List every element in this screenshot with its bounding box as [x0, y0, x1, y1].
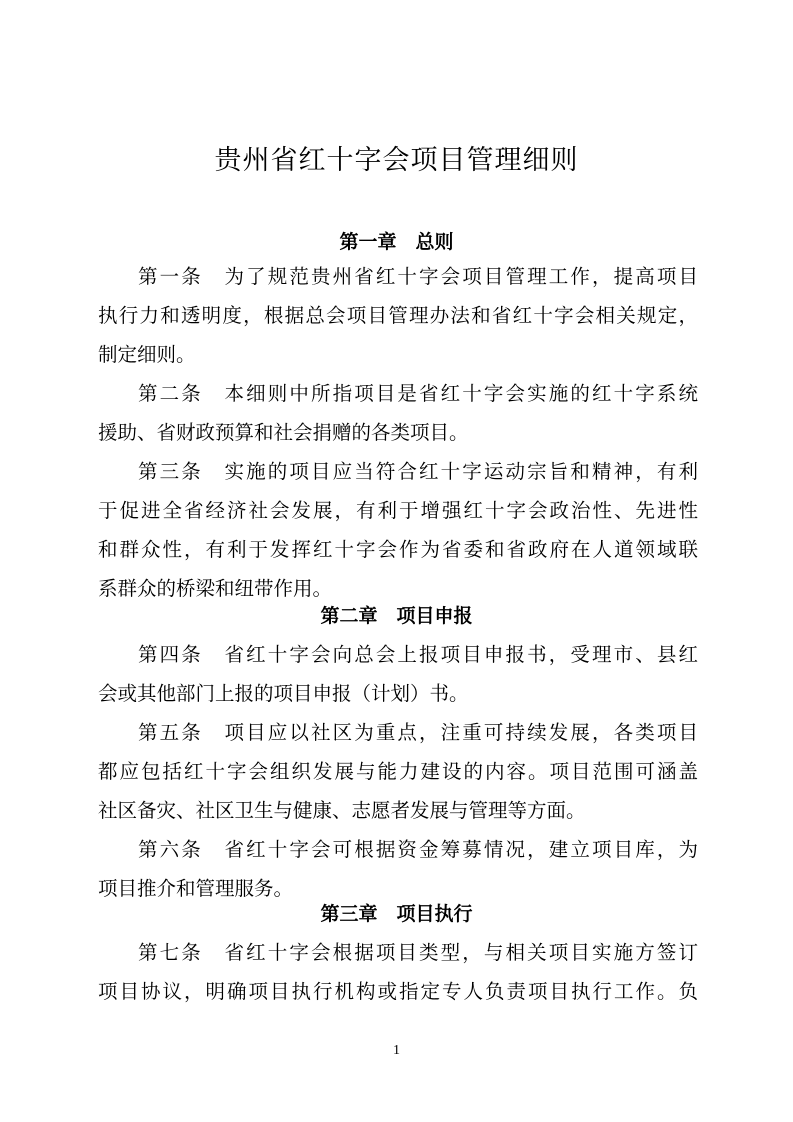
text-line: 项目协议，明确项目执行机构或指定专人负责项目执行工作。负 [98, 980, 698, 1003]
text-line: 都应包括红十字会组织发展与能力建设的内容。项目范围可涵盖 [98, 760, 698, 783]
text-line: 执行力和透明度，根据总会项目管理办法和省红十字会相关规定， [98, 304, 698, 327]
text-line: 会或其他部门上报的项目申报（计划）书。 [98, 682, 469, 705]
chapter-heading-3: 第三章 项目执行 [320, 903, 473, 925]
text-line: 社区备灾、社区卫生与健康、志愿者发展与管理等方面。 [98, 799, 586, 822]
text-line: 于促进全省经济社会发展，有利于增强红十字会政治性、先进性 [98, 499, 698, 522]
document-title: 贵州省红十字会项目管理细则 [214, 145, 579, 176]
text-line: 第四条 省红十字会向总会上报项目申报书，受理市、县红 [138, 643, 698, 666]
chapter-heading-1: 第一章 总则 [339, 231, 454, 253]
text-line: 制定细则。 [98, 343, 196, 366]
text-line: 系群众的桥梁和纽带作用。 [98, 577, 333, 600]
text-line: 第七条 省红十字会根据项目类型，与相关项目实施方签订 [138, 941, 698, 964]
text-line: 第五条 项目应以社区为重点，注重可持续发展，各类项目 [138, 721, 698, 744]
text-line: 第三条 实施的项目应当符合红十字运动宗旨和精神，有利 [138, 460, 698, 483]
text-line: 援助、省财政预算和社会捐赠的各类项目。 [98, 421, 469, 444]
text-line: 项目推介和管理服务。 [98, 877, 294, 900]
page-number: 1 [393, 1043, 400, 1058]
chapter-heading-2: 第二章 项目申报 [320, 605, 473, 627]
text-line: 第一条 为了规范贵州省红十字会项目管理工作，提高项目 [138, 265, 698, 288]
text-line: 第二条 本细则中所指项目是省红十字会实施的红十字系统 [138, 382, 698, 405]
text-line: 和群众性，有利于发挥红十字会作为省委和省政府在人道领域联 [98, 538, 698, 561]
text-line: 第六条 省红十字会可根据资金筹募情况，建立项目库，为 [138, 838, 698, 861]
